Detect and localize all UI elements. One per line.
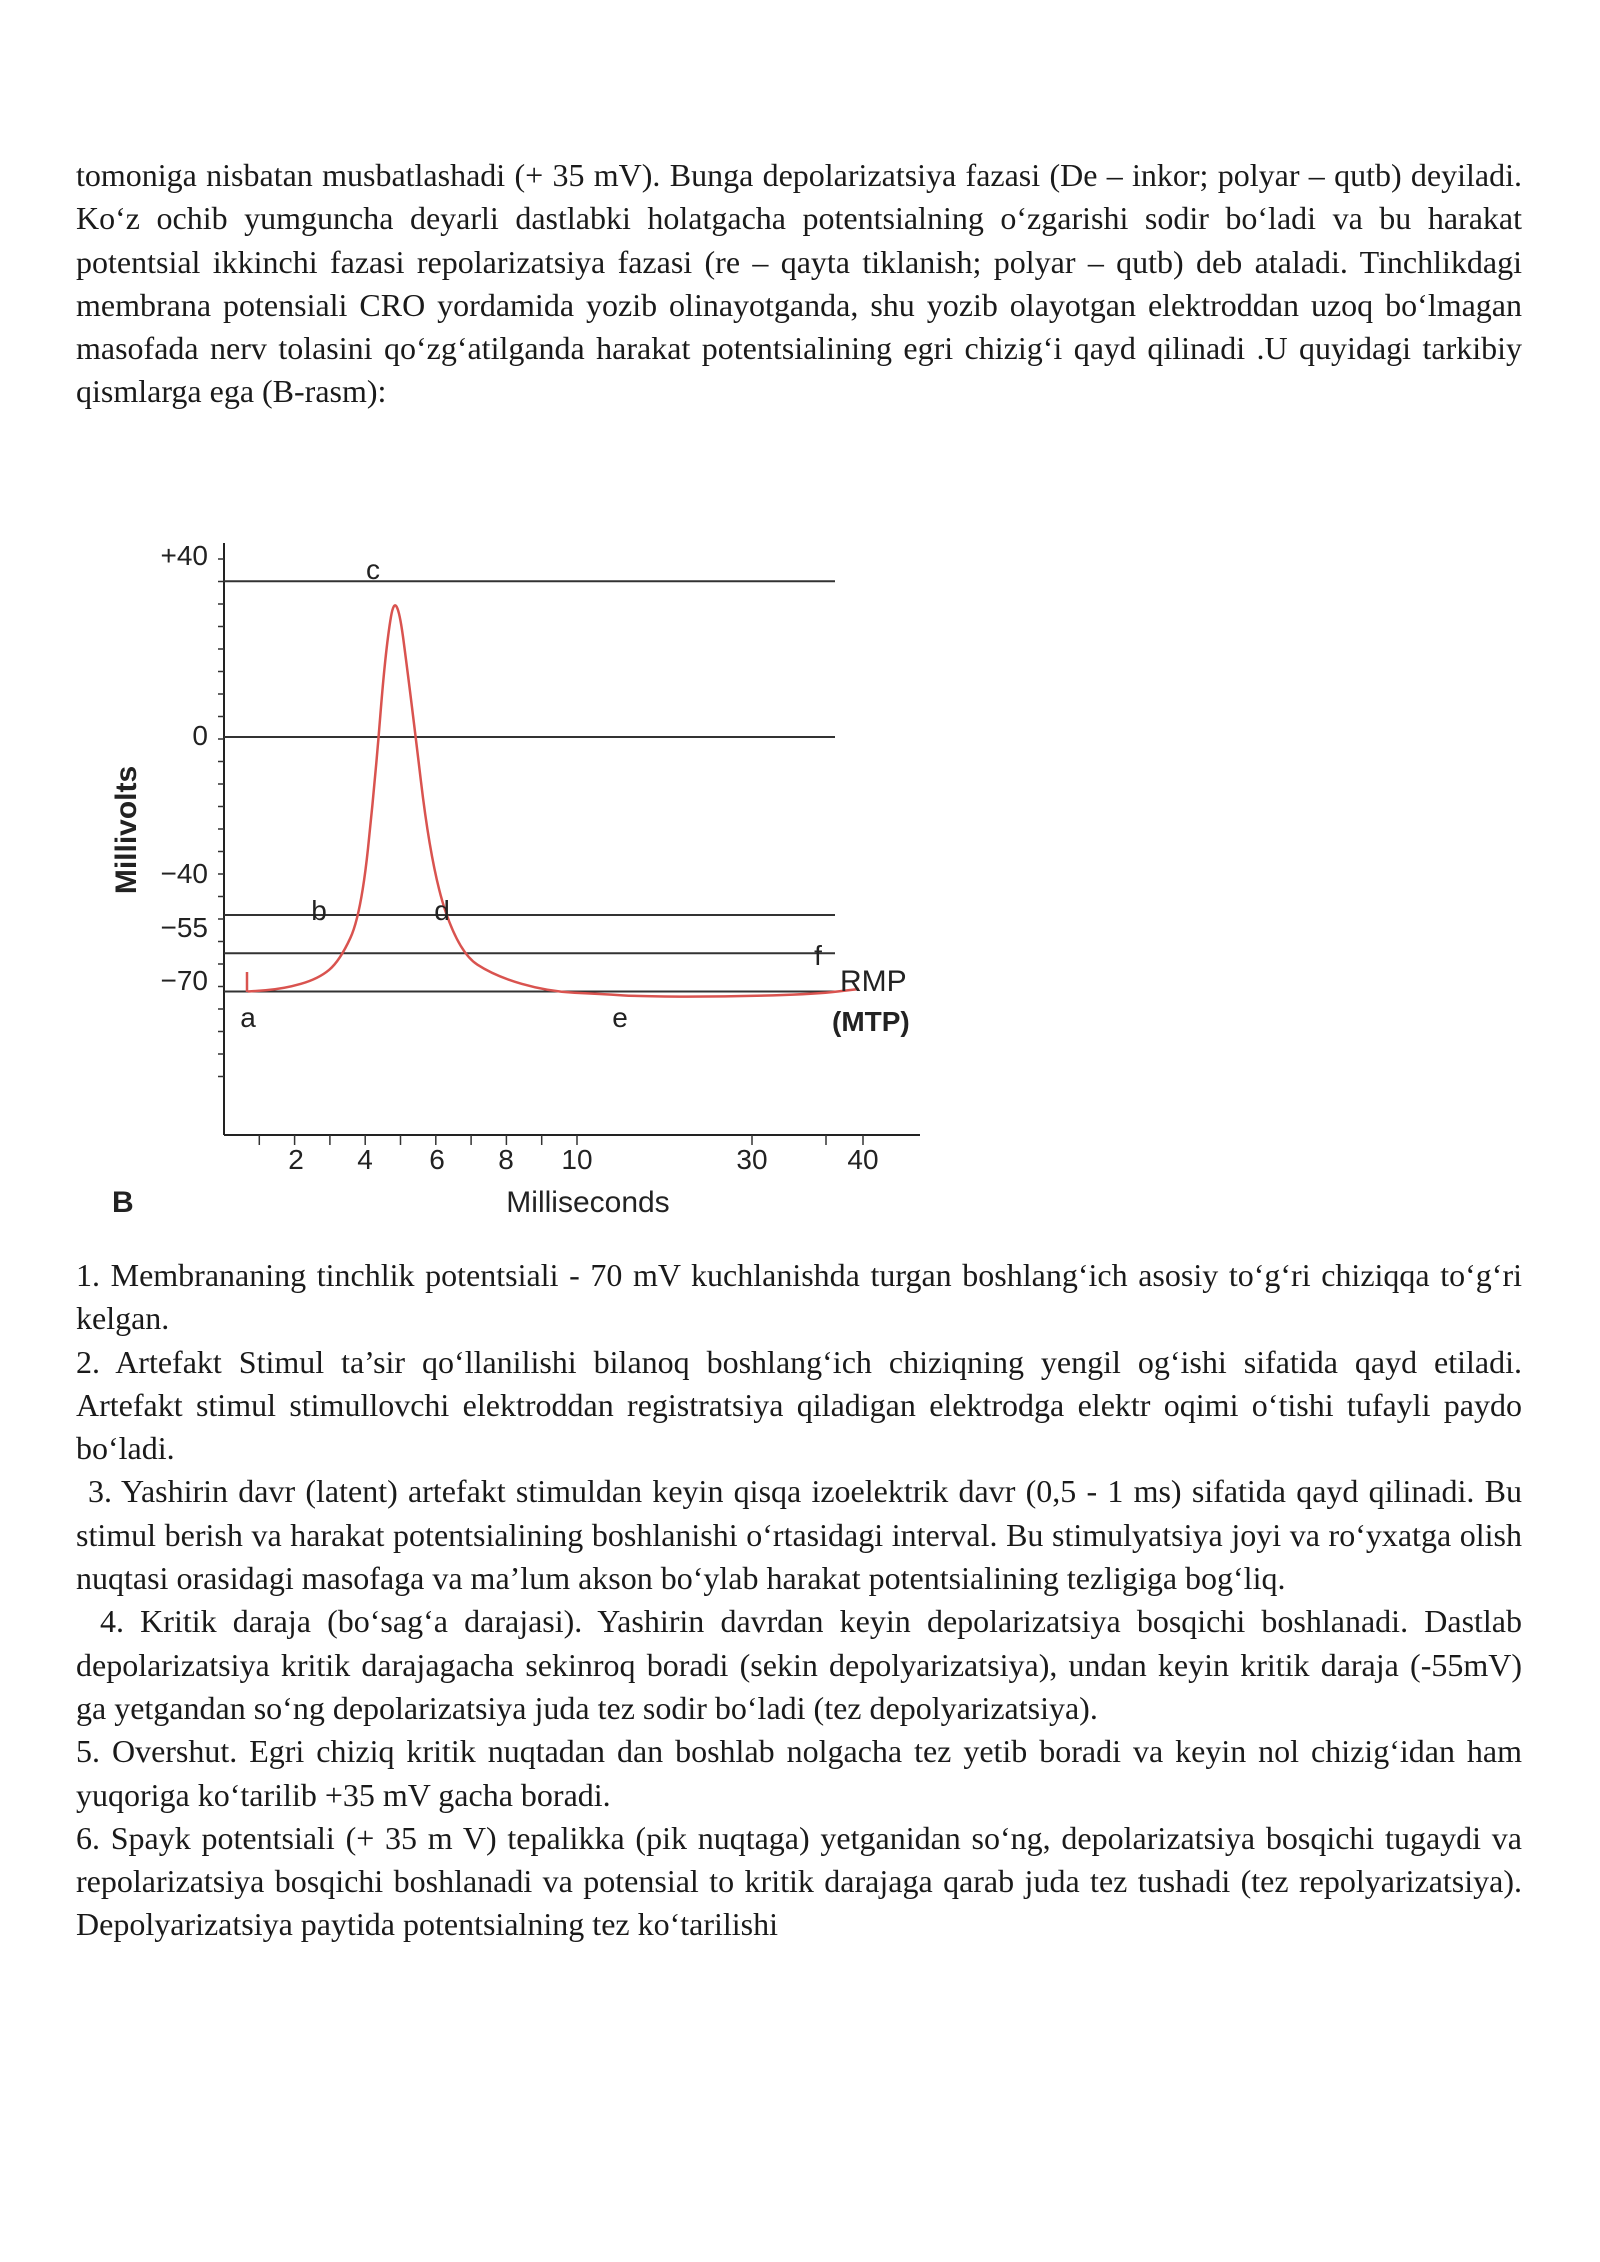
x-tick-label: 8 <box>498 1144 514 1175</box>
rmp-label: RMP <box>840 965 907 998</box>
point-label-f: f <box>814 940 822 971</box>
point-label-d: d <box>434 895 450 926</box>
x-tick-label: 30 <box>736 1144 768 1175</box>
x-tick-label: 4 <box>357 1144 373 1175</box>
y-tick-label: 0 <box>192 720 208 751</box>
point-label-e: e <box>612 1002 628 1033</box>
y-tick-label: −55 <box>160 912 208 943</box>
x-tick-label: 10 <box>561 1144 593 1175</box>
list-item: 1. Membrananing tinchlik potentsiali - 70 mV kuchlanishda turgan boshlang‘ich asosiy to‘g‘ri chiziqqa to‘g‘ri kelgan. <box>76 1257 1522 1337</box>
list-item: 3. Yashirin davr (latent) artefakt stimuldan keyin qisqa izoelektrik davr (0,5 - 1 ms) sifatida qayd qilinadi. Bu stimul berish va harakat potentsialining boshlanishi o‘rtasidagi interval. Bu stimulyatsiya joyi va ro‘yxatga olish nuqtasi orasidagi masofaga va ma’lum akson bo‘ylab harakat potentsialining tezligiga bog‘liq. <box>76 1473 1522 1597</box>
x-tick-label: 2 <box>288 1144 304 1175</box>
point-label-b: b <box>311 895 327 926</box>
list-item: 4. Kritik daraja (bo‘sag‘a darajasi). Yashirin davrdan keyin depolarizatsiya bosqichi boshlanadi. Dastlab depolarizatsiya kritik darajagacha sekinroq boradi (sekin depolyarizatsiya), undan keyin kritik daraja (-55mV) ga yetgandan so‘ng depolarizatsiya juda tez sodir bo‘ladi (tez depolyarizatsiya). <box>76 1603 1522 1726</box>
reference-lines <box>224 581 835 991</box>
y-tick-label: −70 <box>160 965 208 996</box>
y-tick-labels <box>161 540 209 996</box>
y-axis-title: Millivolts <box>110 765 143 895</box>
y-tick-label: +40 <box>160 540 208 571</box>
point-label-a: a <box>240 1002 256 1033</box>
x-tick-labels <box>288 1144 878 1175</box>
intro-paragraph: tomoniga nisbatan musbatlashadi (+ 35 mV). Bunga depolarizatsiya fazasi (De – inkor; polyar – qutb) deyiladi. Ko‘z ochib yumguncha deyarli dastlabki holatgacha potentsialning o‘zgarishi sodir bo‘ladi va bu harakat potentsial ikkinchi fazasi repolarizatsiya fazasi (re – qayta tiklanish; polyar – qutb) deb ataladi. Tinchlikdagi membrana potensiali CRO yordamida yozib olinayotganda, shu yozib olayotgan elektroddan uzoq bo‘lmagan masofada nerv tolasini qo‘zg‘atilganda harakat potentsialining egri chizig‘i qayd qilinadi .U quyidagi tarkibiy qismlarga ega (B-rasm): <box>76 157 1522 410</box>
phase-list <box>76 1254 1522 1947</box>
point-label-c: c <box>366 554 380 585</box>
list-item: 2. Artefakt Stimul ta’sir qo‘llanilishi bilanoq boshlang‘ich chiziqning yengil og‘ishi sifatida qayd etiladi. Artefakt stimul stimullovchi elektroddan registratsiya qiladigan elektrodga elektr oqimi o‘tishi tufayli paydo bo‘ladi. <box>76 1343 1522 1467</box>
list-item: 5. Overshut. Egri chiziq kritik nuqtadan dan boshlab nolgacha tez yetib boradi va keyin nol chizig‘idan ham yuqoriga ko‘tarilib +35 mV gacha boradi. <box>76 1733 1522 1813</box>
x-tick-label: 6 <box>429 1144 445 1175</box>
action-potential-figure <box>100 535 940 1240</box>
y-tick-label: −40 <box>160 858 208 889</box>
mtp-label: (MTP) <box>832 1006 910 1037</box>
x-tick-label: 40 <box>847 1144 879 1175</box>
x-axis-title: Milliseconds <box>506 1186 670 1219</box>
panel-label: B <box>112 1186 134 1219</box>
action-potential-chart <box>100 535 940 1235</box>
action-potential-curve <box>248 605 859 996</box>
list-item: 6. Spayk potentsiali (+ 35 m V) tepalikka (pik nuqtaga) yetganidan so‘ng, depolarizatsiya bosqichi tugaydi va repolarizatsiya bosqichi boshlanadi va potensial to kritik darajaga qarab juda tez tushadi (tez repolyarizatsiya). Depolyarizatsiya paytida potentsialning tez ko‘tarilishi <box>76 1819 1522 1943</box>
